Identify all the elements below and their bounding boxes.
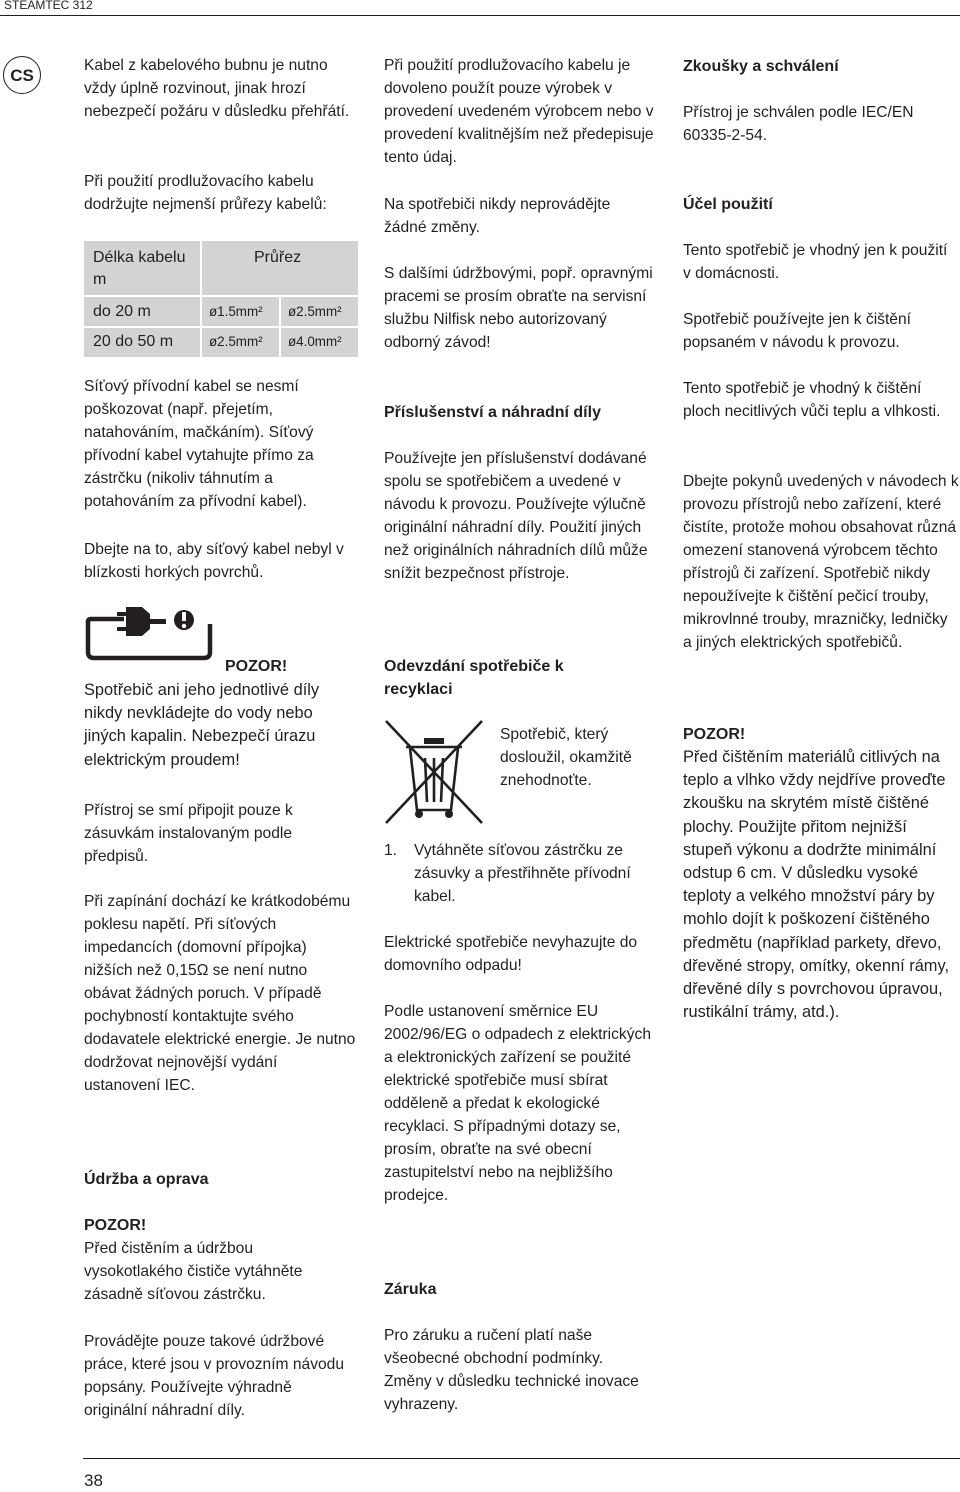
- cable-cross-section-table: [84, 241, 358, 357]
- service-paragraph: S dalšími údržbovými, popř. opravnými pracemi se prosím obraťte na servisní službu Nilfisk nebo autorizovaný odborný závod!: [384, 265, 653, 351]
- recycling-heading: Odevzdání spotřebiče k recyklaci: [384, 658, 564, 698]
- header-divider: [0, 15, 960, 16]
- tests-paragraph: Přístroj je schválen podle IEC/EN 60335-2-54.: [683, 104, 914, 144]
- table-cell-section-a: ø1.5mm²: [209, 304, 263, 319]
- accessories-heading: Příslušenství a náhradní díly: [384, 404, 601, 421]
- warning-title: POZOR!: [683, 726, 746, 743]
- tests-heading: Zkoušky a schválení: [683, 58, 839, 75]
- table-divider: [279, 295, 281, 357]
- water-warning-text: Spotřebič ani jeho jednotlivé díly nikdy nevkládejte do vody nebo jiných kapalin. Nebezpečí úrazu elektrickým proudem!: [84, 681, 320, 769]
- purpose-paragraph: Tento spotřebič je vhodný jen k použití v domácnosti.: [683, 242, 948, 282]
- maintenance-warning-text: Před čistěním a údržbou vysokotlakého čističe vytáhněte zásadně síťovou zástrčku.: [84, 1240, 303, 1303]
- hot-surfaces-paragraph: Dbejte na to, aby síťový kabel nebyl v blízkosti horkých povrchů.: [84, 541, 344, 581]
- table-cell-length: 20 do 50 m: [93, 333, 174, 350]
- purpose-heading: Účel použití: [683, 196, 773, 213]
- no-modifications-paragraph: Na spotřebiči nikdy neprovádějte žádné změny.: [384, 196, 611, 236]
- table-cell-length: do 20 m: [93, 303, 151, 320]
- table-divider: [84, 326, 358, 328]
- voltage-drop-paragraph: Při zapínání dochází ke krátkodobému poklesu napětí. Při síťových impedancích (domovní přípojka) nižších než 0,15Ω se není nutno obávat žádných poruch. V případě pochybností kontaktujte svého dodavatele elektrické energie. Je nutno dodržovat nejnovější vydání ustanovení IEC.: [84, 893, 356, 1094]
- extension-cable-paragraph: Při použití prodlužovacího kabelu dodržujte nejmenší průřezy kabelů:: [84, 173, 327, 213]
- power-plug-warning-icon: [84, 602, 224, 664]
- warranty-heading: Záruka: [384, 1281, 437, 1298]
- maintenance-paragraph: Provádějte pouze takové údržbové práce, které jsou v provozním návodu popsány. Používejte výhradně originální náhradní díly.: [84, 1333, 345, 1419]
- accessories-paragraph: Používejte jen příslušenství dodávané spolu se spotřebičem a uvedené v návodu k provozu. Používejte výlučně originální náhradní díly. Použití jiných než originálních náhradních dílů může snížit bezpečnost přístroje.: [384, 450, 648, 582]
- table-header-cross-section: Průřez: [254, 249, 302, 266]
- heat-sensitive-warning-text: Před čištěním materiálů citlivých na teplo a vlhko vždy nejdříve proveďte zkoušku na skrytém místě čištěné plochy. Použijte přitom nejnižší stupeň výkonu a dodržte minimální odstup 6 cm. V důsledku vysoké teploty a velkého množství páry by mohlo dojít k poškození čištěného předmětu (například parkety, dřevo, dřevěné stropy, omítky, okenní rámy, dřevěné díly s povrchovou úpravou, rustikální trámy, atd.).: [683, 748, 949, 1022]
- household-waste-paragraph: Elektrické spotřebiče nevyhazujte do domovního odpadu!: [384, 934, 638, 974]
- recycling-steps-list: [384, 839, 654, 908]
- purpose-paragraph: Dbejte pokynů uvedených v návodech k provozu přístrojů nebo zařízení, které čistíte, protože mohou obsahovat různá omezení stanovená výrobcem těchto přístrojů či zařízení. Spotřebič nikdy nepoužívejte k čištění pečicí trouby, mikrovlnné trouby, mrazničky, ledničky a jiných elektrických spotřebičů.: [683, 473, 959, 651]
- socket-paragraph: Přístroj se smí připojit pouze k zásuvkám instalovaným podle předpisů.: [84, 802, 293, 865]
- table-divider: [84, 295, 358, 297]
- maintenance-warning-title: POZOR!: [84, 1217, 147, 1234]
- table-cell-section-b: ø4.0mm²: [288, 334, 342, 349]
- list-item: [384, 839, 654, 908]
- step-number: 1.: [384, 842, 398, 859]
- table-divider: [200, 241, 202, 357]
- purpose-paragraph: Spotřebič používejte jen k čištění popsaném v návodu k provozu.: [683, 311, 911, 351]
- crossed-out-bin-icon: [384, 718, 484, 826]
- language-badge: CS: [3, 56, 41, 94]
- power-cord-paragraph: Síťový přívodní kabel se nesmí poškozovat (např. přejetím, natahováním, mačkáním). Síťový přívodní kabel vytahujte přímo za zástrčku (nikoliv táhnutím a potahováním za přívodní kabel).: [84, 378, 314, 510]
- header-product-name: STEAMTEC 312: [4, 0, 93, 12]
- maintenance-heading: Údržba a oprava: [84, 1171, 209, 1188]
- page-number: 38: [84, 1471, 103, 1490]
- table-header-length: Délka kabelu m: [93, 249, 186, 288]
- eu-directive-paragraph: Podle ustanovení směrnice EU 2002/96/EG o odpadech z elektrických a elektronických zařízení se použité elektrické spotřebiče musí sbírat odděleně a předat k ekologické recyklaci. S případnými dotazy se, prosím, obraťte na své obecní zastupitelství nebo na nejbližšího prodejce.: [384, 1003, 651, 1204]
- purpose-paragraph: Tento spotřebič je vhodný k čištění ploch necitlivých vůči teplu a vlhkosti.: [683, 380, 941, 420]
- extension-product-paragraph: Při použití prodlužovacího kabelu je dovoleno použít pouze výrobek v provedení uvedeném výrobcem nebo v provedení kvalitnějším než předepisuje tento údaj.: [384, 57, 654, 166]
- recycling-icon-caption: Spotřebič, který dosloužil, okamžitě znehodnoťte.: [500, 726, 632, 789]
- table-cell-section-b: ø2.5mm²: [288, 304, 342, 319]
- warranty-paragraph: Pro záruku a ručení platí naše všeobecné obchodní podmínky. Změny v důsledku technické inovace vyhrazeny.: [384, 1327, 639, 1413]
- step-text: Vytáhněte síťovou zástrčku ze zásuvky a přestřihněte přívodní kabel.: [414, 842, 631, 905]
- cable-drum-paragraph: Kabel z kabelového bubnu je nutno vždy úplně rozvinout, jinak hrozí nebezpečí požáru v důsledku přehřátí.: [84, 57, 350, 120]
- warning-title: POZOR!: [225, 658, 288, 675]
- table-cell-section-a: ø2.5mm²: [209, 334, 263, 349]
- footer-divider: [83, 1458, 960, 1459]
